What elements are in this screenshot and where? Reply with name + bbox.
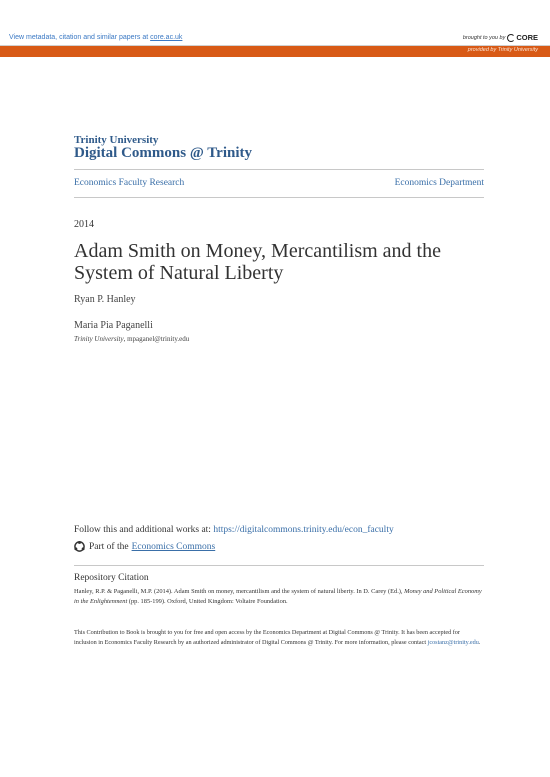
author-2-affiliation [74,335,189,343]
core-banner-left [9,34,182,41]
publication-year: 2014 [74,219,94,230]
department-link[interactable]: Economics Department [394,178,484,188]
access-notice [74,628,484,648]
notice-end: . [478,639,481,646]
citation-before: Hanley, R.P. & Paganelli, M.P. (2014). Adam Smith on money, mercantilism and the system of natural liberty. In D. Carey (Ed.), [74,588,405,595]
university-name[interactable]: Trinity University [74,134,159,146]
repository-name[interactable]: Digital Commons @ Trinity [74,145,252,161]
follow-label: Follow this and additional works at: [74,525,214,535]
author-2-email: , mpaganel@trinity.edu [123,335,190,343]
commons-link[interactable]: Economics Commons [131,541,216,552]
citation-book-title: Money and Political Economy in the Enlightenment [74,588,482,605]
divider-nav [74,197,484,198]
core-logo [507,33,538,42]
article-title: Adam Smith on Money, Mercantilism and the System of Natural Liberty [74,240,441,284]
core-logo-label: CORE [516,33,538,42]
provider-bar [0,46,550,57]
author-2: Maria Pia Paganelli [74,320,153,331]
follow-url-link[interactable]: https://digitalcommons.trinity.edu/econ_faculty [213,525,394,535]
follow-line [74,525,394,535]
part-of-line [74,541,215,552]
contact-email-link[interactable]: jcostanz@trinity.edu [427,639,479,646]
part-of-label: Part of the [89,541,129,552]
author-1: Ryan P. Hanley [74,294,136,305]
citation-text [74,587,484,607]
core-banner [0,31,550,46]
citation-heading: Repository Citation [74,573,149,583]
divider-citation [74,565,484,566]
author-2-institution: Trinity University [74,335,124,343]
series-link[interactable]: Economics Faculty Research [74,178,185,188]
citation-after: (pp. 185-199). Oxford, United Kingdom: Voltaire Foundation. [127,598,288,605]
core-banner-text: View metadata, citation and similar papers at [9,34,151,41]
core-mark-icon [507,34,515,42]
divider-top [74,169,484,170]
network-icon [74,541,85,552]
brought-by-text: brought to you by [462,34,506,41]
notice-text: This Contribution to Book is brought to you for free and open access by the Economics Department at Digital Commons @ Trinity. It has been accepted for inclusion in Economics Faculty Research by an authorized administrator of Digital Commons @ Trinity. For more information, please contact [74,629,460,646]
core-link[interactable]: core.ac.uk [150,34,183,41]
core-banner-right[interactable] [463,33,538,42]
provided-by-text[interactable]: provided by Trinity University [467,47,538,53]
